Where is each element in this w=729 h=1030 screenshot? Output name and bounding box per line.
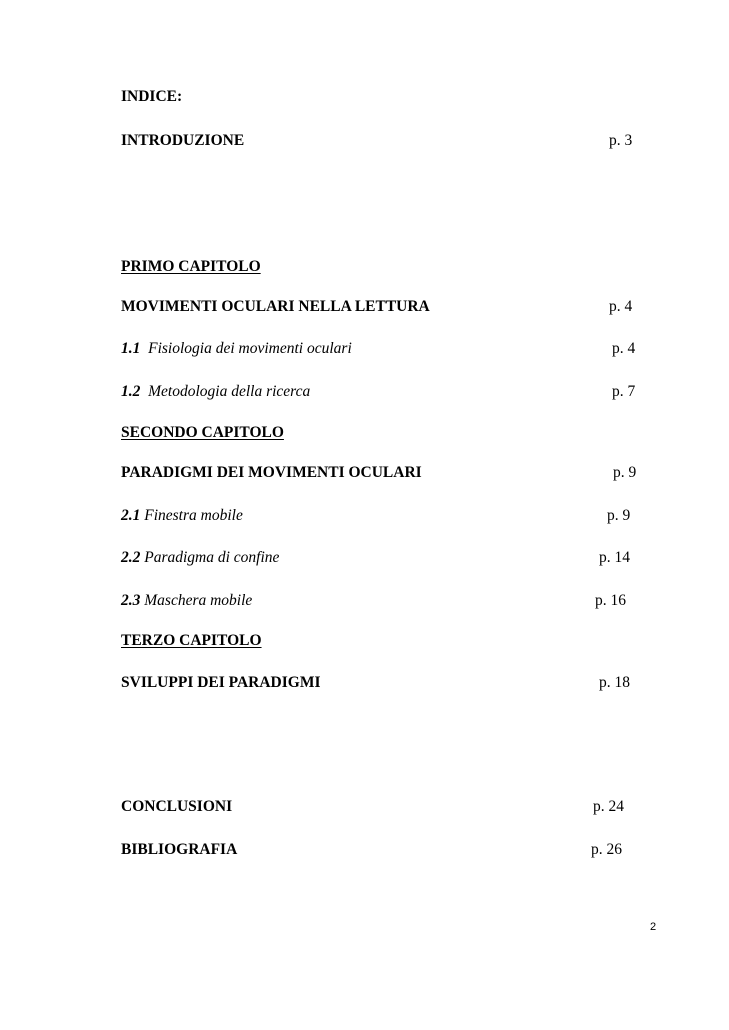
chapter3-page: p. 18 bbox=[599, 674, 630, 691]
chapter1-page: p. 4 bbox=[609, 298, 633, 315]
toc-entry-introduction-page: p. 3 bbox=[609, 132, 633, 149]
section-number: 2.2 bbox=[121, 549, 141, 566]
toc-entry-bibliography-page: p. 26 bbox=[591, 841, 622, 858]
section-2-3 bbox=[121, 592, 252, 610]
section-title: Maschera mobile bbox=[144, 592, 253, 609]
section-number: 1.1 bbox=[121, 340, 141, 357]
toc-entry-conclusions-title: CONCLUSIONI bbox=[121, 798, 233, 815]
section-title: Finestra mobile bbox=[144, 507, 243, 524]
section-title: Fisiologia dei movimenti oculari bbox=[148, 340, 352, 357]
section-2-1 bbox=[121, 507, 243, 525]
section-2-3-page: p. 16 bbox=[595, 592, 626, 609]
toc-entry-introduction-title: INTRODUZIONE bbox=[121, 132, 245, 149]
chapter2-page: p. 9 bbox=[613, 464, 637, 481]
section-1-1-page: p. 4 bbox=[612, 340, 636, 357]
chapter3-label: TERZO CAPITOLO bbox=[121, 632, 262, 649]
section-number: 2.1 bbox=[121, 507, 141, 524]
section-1-1 bbox=[121, 340, 352, 358]
toc-entry-bibliography-title: BIBLIOGRAFIA bbox=[121, 841, 238, 858]
section-1-2 bbox=[121, 383, 310, 401]
chapter2-label: SECONDO CAPITOLO bbox=[121, 424, 284, 441]
section-title: Metodologia della ricerca bbox=[148, 383, 311, 400]
chapter2-title: PARADIGMI DEI MOVIMENTI OCULARI bbox=[121, 464, 422, 481]
chapter1-label: PRIMO CAPITOLO bbox=[121, 258, 261, 275]
chapter1-title: MOVIMENTI OCULARI NELLA LETTURA bbox=[121, 298, 430, 315]
page-number: 2 bbox=[650, 921, 657, 933]
section-title: Paradigma di confine bbox=[144, 549, 280, 566]
section-number: 1.2 bbox=[121, 383, 141, 400]
section-2-2 bbox=[121, 549, 279, 567]
chapter3-title: SVILUPPI DEI PARADIGMI bbox=[121, 674, 321, 691]
section-2-2-page: p. 14 bbox=[599, 549, 630, 566]
toc-heading: INDICE: bbox=[121, 88, 183, 105]
section-number: 2.3 bbox=[121, 592, 141, 609]
section-2-1-page: p. 9 bbox=[607, 507, 631, 524]
toc-entry-conclusions-page: p. 24 bbox=[593, 798, 624, 815]
section-1-2-page: p. 7 bbox=[612, 383, 636, 400]
